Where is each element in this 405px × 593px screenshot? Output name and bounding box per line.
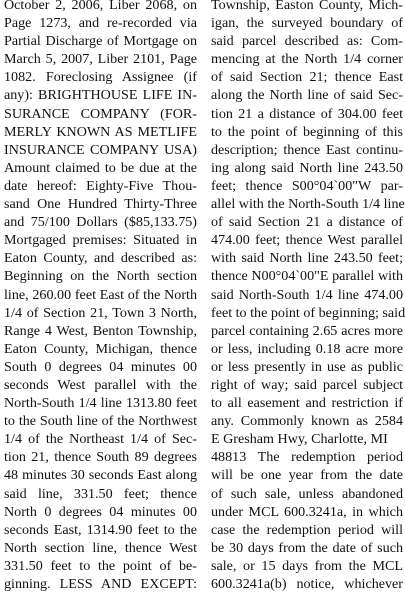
text-line: 474.00 feet; thence West parallel [211, 232, 403, 249]
text-line: to the South line of the Northwest [4, 413, 197, 430]
text-line: INSURANCE COMPANY USA) [4, 141, 197, 158]
text-line: Eaton County, Michigan, thence [4, 340, 197, 357]
text-line: 600.3241a(b) notice, whichever [211, 576, 403, 592]
right-text-column [211, 0, 403, 593]
text-line: E Gresham Hwy, Charlotte, MI [211, 431, 388, 448]
text-line: any. Commonly known as 2584 [211, 413, 403, 430]
text-line: or less, including 0.18 acre more [211, 340, 403, 357]
text-line: will be one year from the date [211, 467, 403, 484]
text-line: date hereof: Eighty-Five Thou- [4, 177, 197, 194]
text-line: SURANCE COMPANY (FOR- [4, 105, 197, 122]
text-line: igan, the surveyed boundary of [211, 15, 403, 32]
text-line: sale, or 15 days from the MCL [211, 557, 403, 574]
text-line: North 0 degrees 04 minutes 00 [4, 503, 197, 520]
text-line: tion 21 a distance of 304.00 feet [211, 105, 403, 122]
text-line: North-South 1/4 line 1313.80 feet [4, 395, 197, 412]
text-line: Range 4 West, Benton Township, [4, 322, 197, 339]
text-line: Township, Easton County, Mich- [211, 0, 403, 13]
text-line: seconds East, 1314.90 feet to the [4, 521, 197, 538]
text-line: Mortgaged premises: Situated in [4, 232, 197, 249]
text-line: to all easement and restriction if [211, 395, 403, 412]
text-line: of said Section 21 a distance of [211, 214, 403, 231]
text-line: case the redemption period will [211, 521, 403, 538]
text-line: allel with the North-South 1/4 line [211, 196, 405, 213]
text-line: and 75/100 Dollars ($85,133.75) [4, 214, 197, 231]
text-line: be 30 days from the date of such [211, 539, 403, 556]
column-gutter [202, 0, 203, 516]
text-line: March 5, 2007, Liber 2101, Page [4, 51, 197, 68]
text-line: line, 260.00 feet East of the North [4, 286, 197, 303]
text-line: Partial Discharge of Mortgage on [4, 33, 197, 50]
text-line: with said North line 243.50 feet; [211, 250, 403, 267]
text-line: along the North line of said Sec- [211, 87, 403, 104]
text-line: of such sale, unless abandoned [211, 485, 403, 502]
text-line: said parcel described as: Com- [211, 33, 403, 50]
text-line: mencing at the North 1/4 corner [211, 51, 403, 68]
text-line: feet to the point of beginning; said [211, 304, 405, 321]
text-line: 1/4 of the Northeast 1/4 of Sec- [4, 431, 197, 448]
text-line: Eaton County, and described as: [4, 250, 197, 267]
text-line: October 2, 2006, Liber 2068, on [4, 0, 197, 13]
text-line: feet; thence S00°04`00"W par- [211, 177, 403, 194]
text-line: thence N00°04`00"E parallel with [211, 268, 403, 285]
text-line: of said Section 21; thence East [211, 69, 403, 86]
text-line: any): BRIGHTHOUSE LIFE IN- [4, 87, 197, 104]
text-line: sand One Hundred Thirty-Three [4, 196, 197, 213]
text-line: said North-South 1/4 line 474.00 [211, 286, 403, 303]
text-line: to the point of beginning of this [211, 123, 403, 140]
text-line: ginning. LESS AND EXCEPT: [4, 576, 197, 592]
text-line: 1082. Foreclosing Assignee (if [4, 69, 197, 86]
text-line: North section line, thence West [4, 539, 197, 556]
text-line: 48 minutes 30 seconds East along [4, 467, 197, 484]
text-line: said line, 331.50 feet; thence [4, 485, 197, 502]
text-line: right of way; said parcel subject [211, 376, 403, 393]
text-line: seconds West parallel with the [4, 376, 197, 393]
text-line: description; thence East continu- [211, 141, 403, 158]
text-line: Beginning on the North section [4, 268, 197, 285]
text-line: under MCL 600.3241a, in which [211, 503, 403, 520]
text-line: ing along said North line 243.50 [211, 159, 403, 176]
text-line: South 0 degrees 04 minutes 00 [4, 358, 197, 375]
text-line: Page 1273, and re-recorded via [4, 15, 197, 32]
text-line: or less presently in use as public [211, 358, 403, 375]
text-line: Amount claimed to be due at the [4, 159, 197, 176]
text-line: parcel containing 2.65 acres more [211, 322, 403, 339]
text-line: 331.50 feet to the point of be- [4, 557, 197, 574]
text-line: 48813 The redemption period [211, 449, 403, 466]
text-line: 1/4 of Section 21, Town 3 North, [4, 304, 197, 321]
text-line: MERLY KNOWN AS METLIFE [4, 123, 197, 140]
text-line: tion 21, thence South 89 degrees [4, 449, 197, 466]
left-text-column [4, 0, 197, 593]
